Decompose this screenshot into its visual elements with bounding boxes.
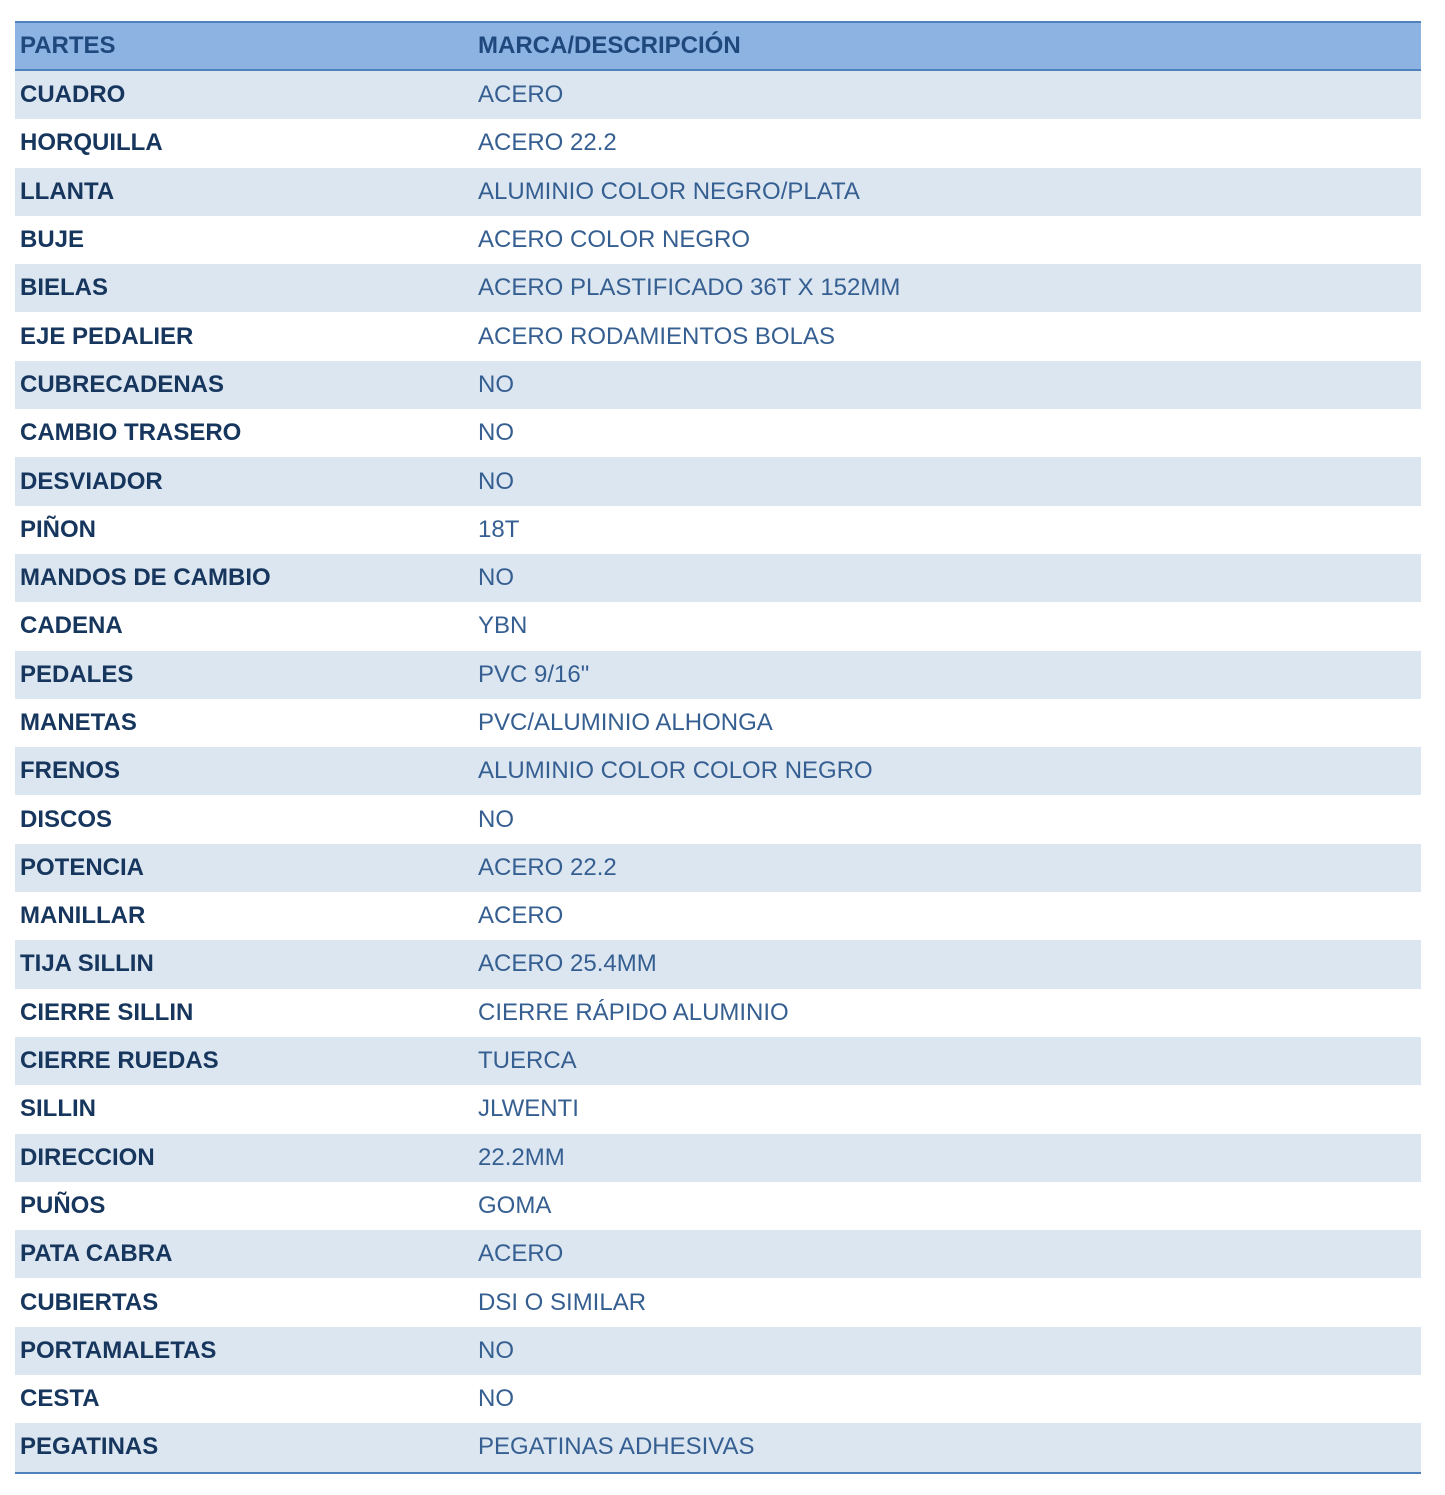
part-name-cell: MANDOS DE CAMBIO [20,564,271,592]
table-row [15,795,1421,843]
spec-table [15,21,1421,1474]
table-row [15,1085,1421,1133]
part-description-cell: NO [478,805,514,833]
part-name-cell: SILLIN [20,1095,96,1123]
part-description-cell: PVC 9/16" [478,660,590,688]
table-row [15,699,1421,747]
part-description-cell: NO [478,370,514,398]
part-description-cell: 18T [478,515,520,543]
part-description-cell: ACERO [478,902,564,930]
part-description-cell: ACERO PLASTIFICADO 36T X 152MM [478,274,901,302]
part-description-cell: NO [478,564,514,592]
part-name-cell: CADENA [20,612,123,640]
table-row [15,1375,1421,1423]
part-name-cell: MANETAS [20,709,137,736]
part-description-cell: ACERO 25.4MM [478,950,657,978]
part-name-cell: CUADRO [20,81,126,109]
table-row [15,989,1421,1037]
part-description-cell: PEGATINAS ADHESIVAS [478,1433,755,1461]
table-row [15,168,1421,216]
part-name-cell: BUJE [20,226,85,254]
table-row [15,940,1421,988]
table-row [15,602,1421,650]
part-name-cell: PATA CABRA [20,1240,173,1268]
part-description-cell: YBN [478,612,528,640]
table-row [15,554,1421,602]
part-name-cell: HORQUILLA [20,129,163,157]
part-description-cell: ACERO COLOR NEGRO [478,226,751,254]
part-description-cell: NO [478,419,514,447]
part-name-cell: CAMBIO TRASERO [20,419,242,447]
table-row [15,361,1421,409]
part-description-cell: ALUMINIO COLOR NEGRO/PLATA [478,177,860,205]
part-description-cell: NO [478,467,514,495]
table-row [15,1230,1421,1278]
part-description-cell: DSI O SIMILAR [478,1288,647,1316]
part-name-cell: LLANTA [20,177,115,205]
column-header-part: PARTES [20,32,116,59]
part-name-cell: MANILLAR [20,902,146,930]
part-name-cell: PIÑON [20,515,97,543]
part-name-cell: CUBRECADENAS [20,370,225,398]
part-description-cell: NO [478,1385,514,1413]
part-description-cell: JLWENTI [478,1095,579,1123]
table-row [15,71,1421,119]
part-name-cell: PEGATINAS [20,1433,159,1461]
part-description-cell: 22.2MM [478,1143,565,1171]
part-name-cell: FRENOS [20,757,121,785]
table-row [15,747,1421,795]
part-description-cell: ACERO RODAMIENTOS BOLAS [478,322,835,350]
table-row [15,844,1421,892]
table-row [15,1278,1421,1326]
part-name-cell: PORTAMALETAS [20,1336,217,1364]
table-row [15,1134,1421,1182]
part-name-cell: PUÑOS [20,1191,106,1219]
table-row [15,1182,1421,1230]
part-description-cell: GOMA [478,1191,552,1219]
part-name-cell: DIRECCION [20,1143,155,1171]
part-name-cell: CIERRE RUEDAS [20,1047,219,1075]
part-name-cell: PEDALES [20,660,134,688]
table-row [15,1327,1421,1375]
part-name-cell: CESTA [20,1385,100,1413]
part-description-cell: TUERCA [478,1047,577,1075]
part-description-cell: ACERO 22.2 [478,853,617,881]
part-description-cell: ACERO 22.2 [478,129,617,157]
part-name-cell: DESVIADOR [20,467,163,495]
table-row [15,216,1421,264]
table-header-row [15,23,1421,71]
part-name-cell: TIJA SILLIN [20,950,154,978]
table-row [15,506,1421,554]
part-name-cell: EJE PEDALIER [20,322,194,350]
table-row [15,457,1421,505]
part-description-cell: ACERO [478,81,564,109]
table-row [15,1423,1421,1471]
part-name-cell: BIELAS [20,274,109,302]
table-row [15,1037,1421,1085]
table-row [15,119,1421,167]
column-header-description: MARCA/DESCRIPCIÓN [478,32,741,59]
part-description-cell: ACERO [478,1240,564,1268]
part-name-cell: POTENCIA [20,853,145,881]
part-name-cell: CIERRE SILLIN [20,998,194,1026]
part-description-cell: ALUMINIO COLOR COLOR NEGRO [478,757,873,785]
part-description-cell: PVC/ALUMINIO ALHONGA [478,709,773,736]
part-name-cell: DISCOS [20,805,113,833]
table-row [15,312,1421,360]
table-body [15,71,1421,1472]
part-description-cell: CIERRE RÁPIDO ALUMINIO [478,998,789,1026]
table-row [15,264,1421,312]
part-description-cell: NO [478,1336,514,1364]
table-row [15,409,1421,457]
table-row [15,651,1421,699]
part-name-cell: CUBIERTAS [20,1288,159,1316]
table-row [15,892,1421,940]
